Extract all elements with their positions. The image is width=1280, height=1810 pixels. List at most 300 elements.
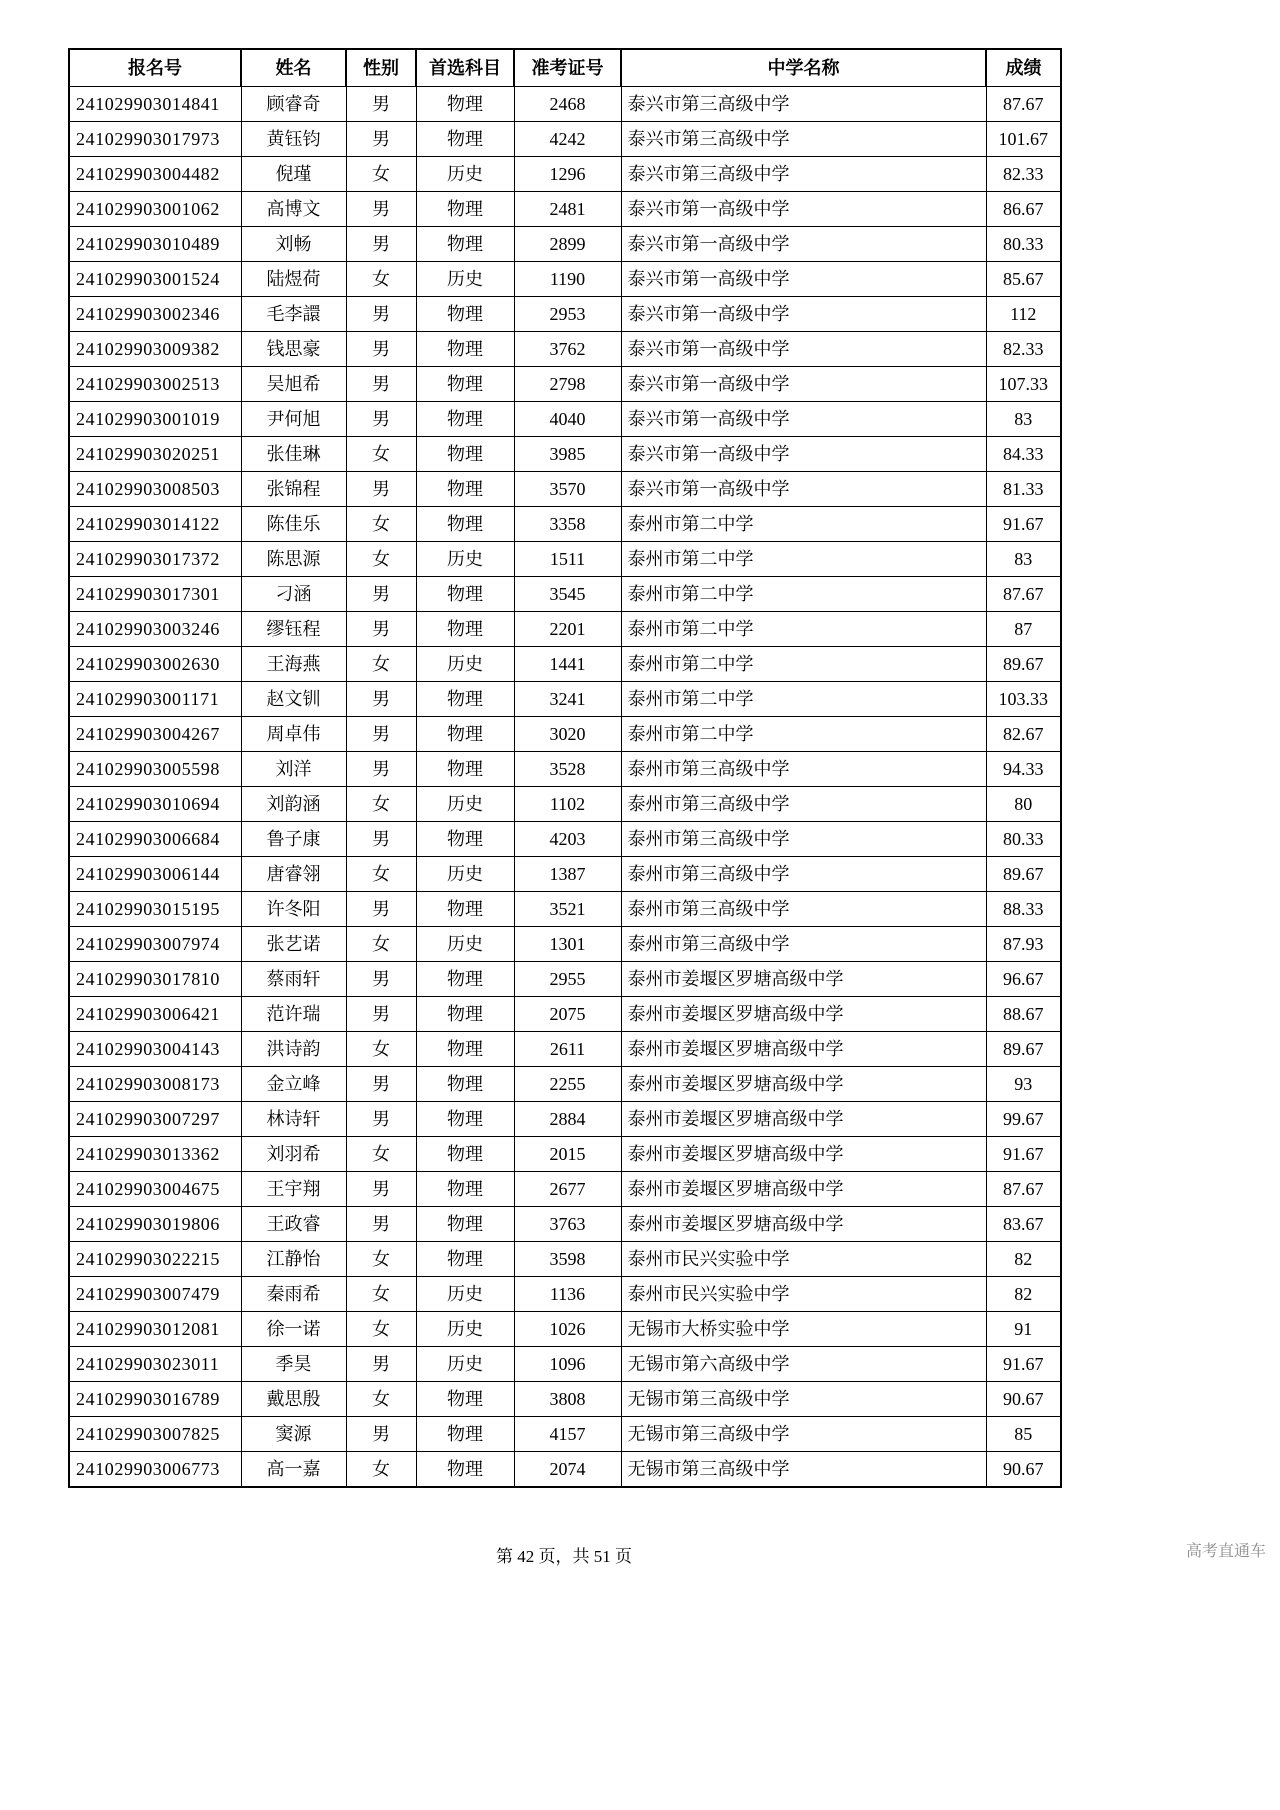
subject-cell: 物理 — [416, 1172, 514, 1207]
subject-cell: 物理 — [416, 682, 514, 717]
school-name-cell: 泰州市第二中学 — [621, 647, 986, 682]
ticket-number-cell: 1096 — [514, 1347, 621, 1382]
subject-cell: 物理 — [416, 297, 514, 332]
table-row — [69, 822, 1061, 857]
name-cell: 赵文钏 — [241, 682, 346, 717]
name-cell: 金立峰 — [241, 1067, 346, 1102]
score-cell: 82 — [986, 1277, 1061, 1312]
ticket-number-cell: 2884 — [514, 1102, 621, 1137]
name-cell: 毛李譞 — [241, 297, 346, 332]
score-cell: 85.67 — [986, 262, 1061, 297]
ticket-number-cell: 3528 — [514, 752, 621, 787]
table-row — [69, 227, 1061, 262]
subject-cell: 物理 — [416, 1032, 514, 1067]
table-row — [69, 262, 1061, 297]
registration-number-cell: 241029903005598 — [69, 752, 241, 787]
score-cell: 80.33 — [986, 822, 1061, 857]
gender-cell: 女 — [346, 542, 416, 577]
subject-cell: 物理 — [416, 507, 514, 542]
registration-number-cell: 241029903002513 — [69, 367, 241, 402]
gender-cell: 女 — [346, 1032, 416, 1067]
registration-number-cell: 241029903022215 — [69, 1242, 241, 1277]
table-row — [69, 1277, 1061, 1312]
name-cell: 林诗轩 — [241, 1102, 346, 1137]
name-cell: 刘洋 — [241, 752, 346, 787]
registration-number-cell: 241029903015195 — [69, 892, 241, 927]
score-cell: 96.67 — [986, 962, 1061, 997]
name-cell: 蔡雨轩 — [241, 962, 346, 997]
registration-number-cell: 241029903001062 — [69, 192, 241, 227]
registration-number-cell: 241029903003246 — [69, 612, 241, 647]
ticket-number-cell: 3763 — [514, 1207, 621, 1242]
gender-cell: 男 — [346, 297, 416, 332]
subject-cell: 物理 — [416, 612, 514, 647]
score-cell: 82 — [986, 1242, 1061, 1277]
results-table — [68, 48, 1062, 1488]
registration-number-cell: 241029903019806 — [69, 1207, 241, 1242]
school-name-cell: 无锡市第三高级中学 — [621, 1417, 986, 1452]
subject-cell: 物理 — [416, 1417, 514, 1452]
name-cell: 张锦程 — [241, 472, 346, 507]
registration-number-cell: 241029903004482 — [69, 157, 241, 192]
score-cell: 86.67 — [986, 192, 1061, 227]
school-name-cell: 泰州市姜堰区罗塘高级中学 — [621, 1207, 986, 1242]
table-row — [69, 1417, 1061, 1452]
table-row — [69, 297, 1061, 332]
name-cell: 鲁子康 — [241, 822, 346, 857]
ticket-number-cell: 2677 — [514, 1172, 621, 1207]
registration-number-cell: 241029903016789 — [69, 1382, 241, 1417]
name-cell: 王宇翔 — [241, 1172, 346, 1207]
name-cell: 刘羽希 — [241, 1137, 346, 1172]
registration-number-cell: 241029903023011 — [69, 1347, 241, 1382]
school-name-cell: 泰州市第三高级中学 — [621, 927, 986, 962]
registration-number-cell: 241029903002630 — [69, 647, 241, 682]
score-cell: 88.67 — [986, 997, 1061, 1032]
ticket-number-cell: 1511 — [514, 542, 621, 577]
score-cell: 89.67 — [986, 1032, 1061, 1067]
registration-number-cell: 241029903008173 — [69, 1067, 241, 1102]
ticket-number-cell: 2953 — [514, 297, 621, 332]
registration-number-cell: 241029903006144 — [69, 857, 241, 892]
gender-cell: 男 — [346, 752, 416, 787]
school-name-cell: 泰州市第三高级中学 — [621, 857, 986, 892]
school-name-cell: 泰州市民兴实验中学 — [621, 1242, 986, 1277]
subject-cell: 历史 — [416, 1347, 514, 1382]
registration-number-cell: 241029903020251 — [69, 437, 241, 472]
school-name-cell: 泰州市第二中学 — [621, 612, 986, 647]
school-name-cell: 泰兴市第一高级中学 — [621, 472, 986, 507]
gender-cell: 男 — [346, 227, 416, 262]
ticket-number-cell: 3020 — [514, 717, 621, 752]
ticket-number-cell: 3358 — [514, 507, 621, 542]
gender-cell: 女 — [346, 1137, 416, 1172]
subject-cell: 历史 — [416, 157, 514, 192]
score-cell: 91.67 — [986, 1347, 1061, 1382]
score-cell: 82.67 — [986, 717, 1061, 752]
ticket-number-cell: 2468 — [514, 87, 621, 122]
name-cell: 徐一诺 — [241, 1312, 346, 1347]
gender-cell: 女 — [346, 1242, 416, 1277]
table-row — [69, 927, 1061, 962]
school-name-cell: 无锡市第三高级中学 — [621, 1382, 986, 1417]
subject-cell: 物理 — [416, 997, 514, 1032]
ticket-number-cell: 2611 — [514, 1032, 621, 1067]
ticket-number-cell: 2798 — [514, 367, 621, 402]
ticket-number-cell: 2015 — [514, 1137, 621, 1172]
table-row — [69, 332, 1061, 367]
gender-cell: 男 — [346, 87, 416, 122]
table-row — [69, 507, 1061, 542]
school-name-cell: 无锡市第三高级中学 — [621, 1452, 986, 1488]
table-row — [69, 122, 1061, 157]
score-cell: 83.67 — [986, 1207, 1061, 1242]
table-row — [69, 402, 1061, 437]
score-cell: 112 — [986, 297, 1061, 332]
gender-cell: 男 — [346, 1347, 416, 1382]
watermark-text: 高考直通车 — [1185, 1543, 1266, 1560]
subject-cell: 历史 — [416, 787, 514, 822]
results-table-container — [68, 48, 1062, 1488]
subject-cell: 历史 — [416, 857, 514, 892]
school-name-cell: 泰州市第二中学 — [621, 577, 986, 612]
score-cell: 82.33 — [986, 332, 1061, 367]
school-name-cell: 泰州市姜堰区罗塘高级中学 — [621, 1172, 986, 1207]
score-cell: 88.33 — [986, 892, 1061, 927]
school-name-cell: 泰州市民兴实验中学 — [621, 1277, 986, 1312]
score-cell: 85 — [986, 1417, 1061, 1452]
name-cell: 刘韵涵 — [241, 787, 346, 822]
score-cell: 107.33 — [986, 367, 1061, 402]
subject-cell: 物理 — [416, 1137, 514, 1172]
table-row — [69, 612, 1061, 647]
registration-number-cell: 241029903007825 — [69, 1417, 241, 1452]
school-name-cell: 泰兴市第一高级中学 — [621, 402, 986, 437]
table-row — [69, 1242, 1061, 1277]
gender-cell: 男 — [346, 717, 416, 752]
registration-number-cell: 241029903006684 — [69, 822, 241, 857]
name-cell: 黄钰钧 — [241, 122, 346, 157]
name-cell: 高博文 — [241, 192, 346, 227]
table-row — [69, 1137, 1061, 1172]
ticket-number-cell: 3762 — [514, 332, 621, 367]
school-name-cell: 泰州市第二中学 — [621, 682, 986, 717]
school-name-cell: 泰州市第二中学 — [621, 717, 986, 752]
registration-number-cell: 241029903017372 — [69, 542, 241, 577]
name-cell: 王政睿 — [241, 1207, 346, 1242]
gender-cell: 男 — [346, 612, 416, 647]
ticket-number-cell: 2075 — [514, 997, 621, 1032]
name-cell: 季昊 — [241, 1347, 346, 1382]
registration-number-cell: 241029903017810 — [69, 962, 241, 997]
school-name-cell: 泰州市姜堰区罗塘高级中学 — [621, 962, 986, 997]
subject-cell: 物理 — [416, 1102, 514, 1137]
ticket-number-cell: 1387 — [514, 857, 621, 892]
registration-number-cell: 241029903017973 — [69, 122, 241, 157]
subject-cell: 历史 — [416, 927, 514, 962]
school-name-cell: 泰兴市第一高级中学 — [621, 227, 986, 262]
gender-cell: 男 — [346, 402, 416, 437]
score-cell: 87.93 — [986, 927, 1061, 962]
column-header-name: 姓名 — [241, 49, 346, 87]
name-cell: 倪瑾 — [241, 157, 346, 192]
school-name-cell: 无锡市大桥实验中学 — [621, 1312, 986, 1347]
table-row — [69, 1312, 1061, 1347]
table-row — [69, 892, 1061, 927]
subject-cell: 物理 — [416, 1067, 514, 1102]
name-cell: 张艺诺 — [241, 927, 346, 962]
ticket-number-cell: 2255 — [514, 1067, 621, 1102]
ticket-number-cell: 4157 — [514, 1417, 621, 1452]
table-row — [69, 472, 1061, 507]
table-row — [69, 577, 1061, 612]
score-cell: 91 — [986, 1312, 1061, 1347]
table-row — [69, 1032, 1061, 1067]
subject-cell: 物理 — [416, 1207, 514, 1242]
score-cell: 81.33 — [986, 472, 1061, 507]
score-cell: 93 — [986, 1067, 1061, 1102]
ticket-number-cell: 2899 — [514, 227, 621, 262]
gender-cell: 女 — [346, 507, 416, 542]
ticket-number-cell: 2074 — [514, 1452, 621, 1488]
school-name-cell: 泰兴市第一高级中学 — [621, 192, 986, 227]
name-cell: 范许瑞 — [241, 997, 346, 1032]
column-header-gender: 性别 — [346, 49, 416, 87]
gender-cell: 男 — [346, 997, 416, 1032]
score-cell: 89.67 — [986, 647, 1061, 682]
table-row — [69, 962, 1061, 997]
subject-cell: 物理 — [416, 752, 514, 787]
table-row — [69, 1172, 1061, 1207]
table-row — [69, 1347, 1061, 1382]
score-cell: 87 — [986, 612, 1061, 647]
gender-cell: 男 — [346, 1067, 416, 1102]
gender-cell: 男 — [346, 1102, 416, 1137]
ticket-number-cell: 3545 — [514, 577, 621, 612]
ticket-number-cell: 3570 — [514, 472, 621, 507]
table-row — [69, 192, 1061, 227]
subject-cell: 物理 — [416, 717, 514, 752]
registration-number-cell: 241029903009382 — [69, 332, 241, 367]
gender-cell: 男 — [346, 1417, 416, 1452]
score-cell: 91.67 — [986, 507, 1061, 542]
table-row — [69, 682, 1061, 717]
name-cell: 高一嘉 — [241, 1452, 346, 1488]
school-name-cell: 泰兴市第一高级中学 — [621, 332, 986, 367]
gender-cell: 女 — [346, 787, 416, 822]
ticket-number-cell: 2955 — [514, 962, 621, 997]
score-cell: 90.67 — [986, 1382, 1061, 1417]
school-name-cell: 泰州市姜堰区罗塘高级中学 — [621, 1102, 986, 1137]
page-number-text: 第 42 页，共 51 页 — [496, 1547, 632, 1566]
registration-number-cell: 241029903008503 — [69, 472, 241, 507]
name-cell: 钱思豪 — [241, 332, 346, 367]
subject-cell: 历史 — [416, 647, 514, 682]
registration-number-cell: 241029903014841 — [69, 87, 241, 122]
table-row — [69, 787, 1061, 822]
gender-cell: 男 — [346, 122, 416, 157]
score-cell: 80.33 — [986, 227, 1061, 262]
ticket-number-cell: 1190 — [514, 262, 621, 297]
ticket-number-cell: 1301 — [514, 927, 621, 962]
name-cell: 刘畅 — [241, 227, 346, 262]
subject-cell: 物理 — [416, 367, 514, 402]
table-row — [69, 1067, 1061, 1102]
subject-cell: 历史 — [416, 542, 514, 577]
registration-number-cell: 241029903002346 — [69, 297, 241, 332]
registration-number-cell: 241029903004143 — [69, 1032, 241, 1067]
score-cell: 87.67 — [986, 1172, 1061, 1207]
name-cell: 江静怡 — [241, 1242, 346, 1277]
name-cell: 周卓伟 — [241, 717, 346, 752]
gender-cell: 女 — [346, 262, 416, 297]
name-cell: 洪诗韵 — [241, 1032, 346, 1067]
school-name-cell: 泰兴市第一高级中学 — [621, 437, 986, 472]
ticket-number-cell: 1102 — [514, 787, 621, 822]
subject-cell: 历史 — [416, 262, 514, 297]
score-cell: 99.67 — [986, 1102, 1061, 1137]
name-cell: 张佳琳 — [241, 437, 346, 472]
ticket-number-cell: 4040 — [514, 402, 621, 437]
subject-cell: 物理 — [416, 227, 514, 262]
name-cell: 缪钰程 — [241, 612, 346, 647]
table-row — [69, 857, 1061, 892]
name-cell: 秦雨希 — [241, 1277, 346, 1312]
registration-number-cell: 241029903004267 — [69, 717, 241, 752]
school-name-cell: 泰州市姜堰区罗塘高级中学 — [621, 1032, 986, 1067]
school-name-cell: 泰州市姜堰区罗塘高级中学 — [621, 997, 986, 1032]
registration-number-cell: 241029903014122 — [69, 507, 241, 542]
registration-number-cell: 241029903001171 — [69, 682, 241, 717]
score-cell: 91.67 — [986, 1137, 1061, 1172]
subject-cell: 物理 — [416, 402, 514, 437]
score-cell: 87.67 — [986, 577, 1061, 612]
name-cell: 刁涵 — [241, 577, 346, 612]
ticket-number-cell: 4203 — [514, 822, 621, 857]
column-header-school-name: 中学名称 — [621, 49, 986, 87]
ticket-number-cell: 1441 — [514, 647, 621, 682]
gender-cell: 男 — [346, 1172, 416, 1207]
registration-number-cell: 241029903017301 — [69, 577, 241, 612]
score-cell: 80 — [986, 787, 1061, 822]
table-row — [69, 647, 1061, 682]
ticket-number-cell: 1296 — [514, 157, 621, 192]
subject-cell: 物理 — [416, 892, 514, 927]
subject-cell: 物理 — [416, 577, 514, 612]
ticket-number-cell: 1136 — [514, 1277, 621, 1312]
gender-cell: 女 — [346, 1452, 416, 1488]
school-name-cell: 泰州市第三高级中学 — [621, 752, 986, 787]
registration-number-cell: 241029903001524 — [69, 262, 241, 297]
name-cell: 陈思源 — [241, 542, 346, 577]
school-name-cell: 泰州市第三高级中学 — [621, 787, 986, 822]
registration-number-cell: 241029903010694 — [69, 787, 241, 822]
ticket-number-cell: 3985 — [514, 437, 621, 472]
ticket-number-cell: 3598 — [514, 1242, 621, 1277]
gender-cell: 男 — [346, 962, 416, 997]
name-cell: 吴旭希 — [241, 367, 346, 402]
registration-number-cell: 241029903007974 — [69, 927, 241, 962]
school-name-cell: 泰兴市第一高级中学 — [621, 367, 986, 402]
score-cell: 94.33 — [986, 752, 1061, 787]
table-header-row — [69, 49, 1061, 87]
ticket-number-cell: 4242 — [514, 122, 621, 157]
gender-cell: 女 — [346, 1382, 416, 1417]
ticket-number-cell: 1026 — [514, 1312, 621, 1347]
subject-cell: 物理 — [416, 472, 514, 507]
score-cell: 103.33 — [986, 682, 1061, 717]
registration-number-cell: 241029903007479 — [69, 1277, 241, 1312]
table-row — [69, 157, 1061, 192]
gender-cell: 男 — [346, 892, 416, 927]
ticket-number-cell: 2201 — [514, 612, 621, 647]
school-name-cell: 泰州市第二中学 — [621, 542, 986, 577]
name-cell: 顾睿奇 — [241, 87, 346, 122]
gender-cell: 男 — [346, 1207, 416, 1242]
registration-number-cell: 241029903004675 — [69, 1172, 241, 1207]
school-name-cell: 泰兴市第一高级中学 — [621, 262, 986, 297]
school-name-cell: 泰州市第三高级中学 — [621, 822, 986, 857]
name-cell: 陈佳乐 — [241, 507, 346, 542]
name-cell: 尹何旭 — [241, 402, 346, 437]
score-cell: 83 — [986, 402, 1061, 437]
name-cell: 王海燕 — [241, 647, 346, 682]
name-cell: 陆煜荷 — [241, 262, 346, 297]
table-body — [69, 87, 1061, 1488]
ticket-number-cell: 2481 — [514, 192, 621, 227]
subject-cell: 物理 — [416, 122, 514, 157]
table-row — [69, 542, 1061, 577]
column-header-subject: 首选科目 — [416, 49, 514, 87]
score-cell: 101.67 — [986, 122, 1061, 157]
score-cell: 84.33 — [986, 437, 1061, 472]
subject-cell: 历史 — [416, 1277, 514, 1312]
gender-cell: 女 — [346, 1312, 416, 1347]
gender-cell: 男 — [346, 332, 416, 367]
subject-cell: 历史 — [416, 1312, 514, 1347]
gender-cell: 女 — [346, 927, 416, 962]
gender-cell: 男 — [346, 192, 416, 227]
ticket-number-cell: 3241 — [514, 682, 621, 717]
name-cell: 窦源 — [241, 1417, 346, 1452]
registration-number-cell: 241029903013362 — [69, 1137, 241, 1172]
school-name-cell: 泰州市姜堰区罗塘高级中学 — [621, 1067, 986, 1102]
subject-cell: 物理 — [416, 1452, 514, 1488]
gender-cell: 男 — [346, 472, 416, 507]
gender-cell: 男 — [346, 682, 416, 717]
subject-cell: 物理 — [416, 87, 514, 122]
table-row — [69, 87, 1061, 122]
gender-cell: 女 — [346, 857, 416, 892]
table-row — [69, 997, 1061, 1032]
subject-cell: 物理 — [416, 1382, 514, 1417]
name-cell: 许冬阳 — [241, 892, 346, 927]
school-name-cell: 泰兴市第一高级中学 — [621, 297, 986, 332]
school-name-cell: 泰州市第三高级中学 — [621, 892, 986, 927]
name-cell: 戴思殷 — [241, 1382, 346, 1417]
table-row — [69, 1382, 1061, 1417]
score-cell: 89.67 — [986, 857, 1061, 892]
school-name-cell: 泰兴市第三高级中学 — [621, 122, 986, 157]
subject-cell: 物理 — [416, 192, 514, 227]
gender-cell: 女 — [346, 157, 416, 192]
school-name-cell: 泰兴市第三高级中学 — [621, 157, 986, 192]
table-row — [69, 437, 1061, 472]
subject-cell: 物理 — [416, 962, 514, 997]
ticket-number-cell: 3521 — [514, 892, 621, 927]
registration-number-cell: 241029903006773 — [69, 1452, 241, 1488]
registration-number-cell: 241029903012081 — [69, 1312, 241, 1347]
